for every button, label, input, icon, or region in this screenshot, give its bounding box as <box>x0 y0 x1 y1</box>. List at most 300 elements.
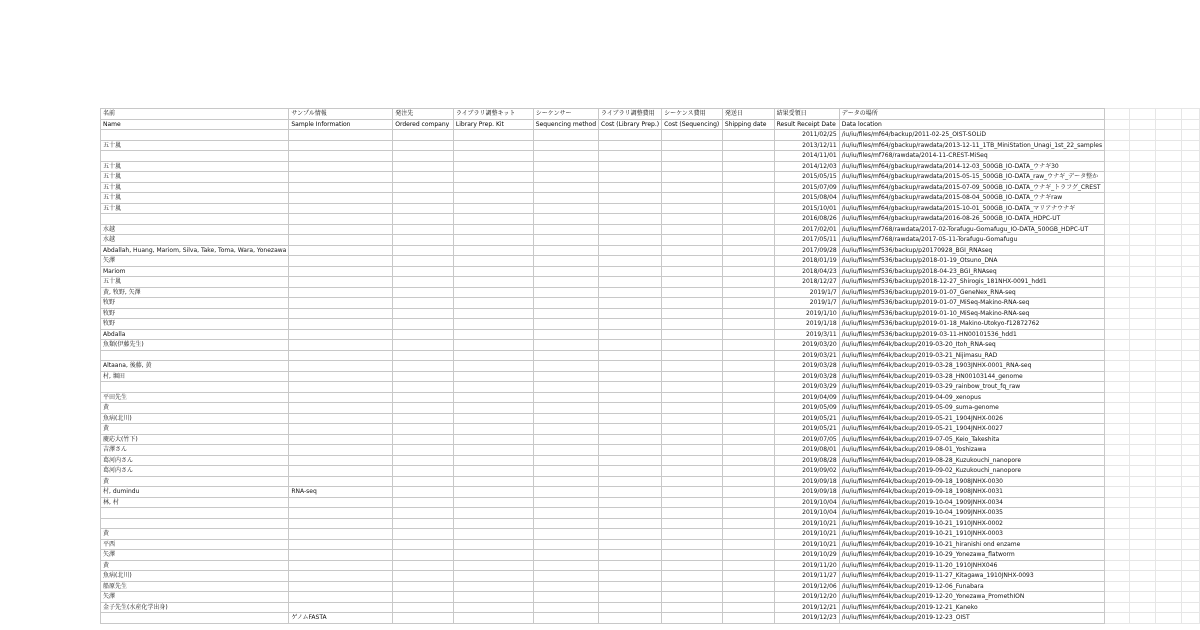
empty-cell[interactable] <box>1130 476 1155 487</box>
empty-cell[interactable] <box>533 235 598 246</box>
name-cell[interactable]: 五十嵐 <box>101 161 289 172</box>
empty-cell[interactable] <box>1130 224 1155 235</box>
empty-cell[interactable] <box>1181 193 1199 204</box>
header-cell[interactable]: ライブラリ調整キット <box>453 109 533 120</box>
empty-cell[interactable] <box>722 214 774 225</box>
data-location-cell[interactable]: /iu/iu/files/mf64k/backup/2019-10-29_Yonezawa_flatworm <box>839 550 1104 561</box>
empty-cell[interactable] <box>1155 592 1181 603</box>
empty-cell[interactable] <box>453 382 533 393</box>
empty-cell[interactable] <box>722 434 774 445</box>
sample-info-cell[interactable] <box>289 392 393 403</box>
empty-cell[interactable] <box>662 539 723 550</box>
empty-cell[interactable] <box>722 371 774 382</box>
empty-cell[interactable] <box>393 308 454 319</box>
empty-cell[interactable] <box>662 487 723 498</box>
empty-cell[interactable] <box>533 193 598 204</box>
empty-cell[interactable] <box>1155 581 1181 592</box>
empty-cell[interactable] <box>722 602 774 613</box>
sample-info-cell[interactable] <box>289 592 393 603</box>
empty-cell[interactable] <box>393 497 454 508</box>
data-location-cell[interactable]: /iu/iu/files/mf64k/backup/2019-10-04_1909JNHX-0034 <box>839 497 1104 508</box>
empty-cell[interactable] <box>533 539 598 550</box>
receipt-date-cell[interactable]: 2019/05/21 <box>774 413 839 424</box>
empty-cell[interactable] <box>1155 560 1181 571</box>
empty-cell[interactable] <box>1181 214 1199 225</box>
receipt-date-cell[interactable]: 2019/10/04 <box>774 508 839 519</box>
empty-cell[interactable] <box>453 298 533 309</box>
empty-cell[interactable] <box>393 613 454 624</box>
empty-cell[interactable] <box>1155 476 1181 487</box>
empty-cell[interactable] <box>1181 560 1199 571</box>
empty-cell[interactable] <box>1105 161 1130 172</box>
empty-cell[interactable] <box>599 245 662 256</box>
empty-cell[interactable] <box>1105 256 1130 267</box>
empty-cell[interactable] <box>453 287 533 298</box>
empty-cell[interactable] <box>599 487 662 498</box>
empty-cell[interactable] <box>662 298 723 309</box>
empty-cell[interactable] <box>662 287 723 298</box>
empty-cell[interactable] <box>662 550 723 561</box>
sample-info-cell[interactable]: RNA-seq <box>289 487 393 498</box>
empty-cell[interactable] <box>1130 298 1155 309</box>
empty-cell[interactable] <box>662 256 723 267</box>
receipt-date-cell[interactable]: 2019/1/7 <box>774 287 839 298</box>
empty-cell[interactable] <box>1105 518 1130 529</box>
data-location-cell[interactable]: /iu/iu/files/mf64k/backup/2019-09-18_1908JNHX-0031 <box>839 487 1104 498</box>
empty-cell[interactable] <box>1105 581 1130 592</box>
empty-cell[interactable] <box>1181 581 1199 592</box>
empty-cell[interactable] <box>722 518 774 529</box>
empty-cell[interactable] <box>453 455 533 466</box>
empty-cell[interactable] <box>599 476 662 487</box>
receipt-date-cell[interactable]: 2019/3/11 <box>774 329 839 340</box>
name-cell[interactable]: 平田先生 <box>101 392 289 403</box>
receipt-date-cell[interactable]: 2019/03/29 <box>774 382 839 393</box>
empty-cell[interactable] <box>1181 340 1199 351</box>
sample-info-cell[interactable] <box>289 224 393 235</box>
empty-cell[interactable] <box>1181 455 1199 466</box>
name-cell[interactable] <box>101 613 289 624</box>
empty-cell[interactable] <box>1181 319 1199 330</box>
empty-cell[interactable] <box>453 203 533 214</box>
data-location-cell[interactable]: /iu/iu/files/mf536/backup/p2019-01-07_MiSeq-Makino-RNA-seq <box>839 298 1104 309</box>
empty-cell[interactable] <box>1130 413 1155 424</box>
header-cell[interactable]: 発注先 <box>393 109 454 120</box>
receipt-date-cell[interactable]: 2019/10/21 <box>774 518 839 529</box>
empty-cell[interactable] <box>722 329 774 340</box>
empty-cell[interactable] <box>453 172 533 183</box>
empty-cell[interactable] <box>393 560 454 571</box>
data-location-cell[interactable]: /iu/iu/files/mf64k/backup/2019-03-21_Nijimasu_RAD <box>839 350 1104 361</box>
empty-cell[interactable] <box>1130 340 1155 351</box>
data-location-cell[interactable]: /iu/iu/files/mf64k/backup/2019-10-21_1910JNHX-0002 <box>839 518 1104 529</box>
empty-cell[interactable] <box>533 340 598 351</box>
empty-cell[interactable] <box>662 445 723 456</box>
empty-cell[interactable] <box>533 550 598 561</box>
empty-cell[interactable] <box>453 560 533 571</box>
empty-cell[interactable] <box>533 518 598 529</box>
empty-cell[interactable] <box>662 581 723 592</box>
empty-cell[interactable] <box>1105 277 1130 288</box>
empty-cell[interactable] <box>722 592 774 603</box>
empty-cell[interactable] <box>533 161 598 172</box>
sample-info-cell[interactable] <box>289 382 393 393</box>
empty-cell[interactable] <box>1130 245 1155 256</box>
data-location-cell[interactable]: /iu/iu/files/mf536/backup/p2018-04-23_BGI_RNAseq <box>839 266 1104 277</box>
empty-cell[interactable] <box>662 434 723 445</box>
empty-cell[interactable] <box>599 602 662 613</box>
empty-cell[interactable] <box>1155 382 1181 393</box>
empty-cell[interactable] <box>1181 476 1199 487</box>
empty-cell[interactable] <box>453 151 533 162</box>
empty-cell[interactable] <box>1181 308 1199 319</box>
empty-cell[interactable] <box>1105 466 1130 477</box>
empty-cell[interactable] <box>662 193 723 204</box>
empty-cell[interactable] <box>1181 539 1199 550</box>
empty-cell[interactable] <box>393 235 454 246</box>
data-location-cell[interactable]: /iu/iu/files/mf64/gbackup/rawdata/2015-07-09_500GB_IO-DATA_ウナギ_トラフグ_CREST <box>839 182 1104 193</box>
empty-cell[interactable] <box>393 340 454 351</box>
empty-cell[interactable] <box>1155 413 1181 424</box>
empty-cell[interactable] <box>453 518 533 529</box>
empty-cell[interactable] <box>722 161 774 172</box>
empty-cell[interactable] <box>1130 371 1155 382</box>
empty-cell[interactable] <box>1130 235 1155 246</box>
empty-cell[interactable] <box>1181 434 1199 445</box>
empty-cell[interactable] <box>1155 529 1181 540</box>
empty-cell[interactable] <box>599 371 662 382</box>
empty-cell[interactable] <box>722 424 774 435</box>
empty-cell[interactable] <box>1155 403 1181 414</box>
empty-cell[interactable] <box>1155 571 1181 582</box>
empty-cell[interactable] <box>393 413 454 424</box>
empty-cell[interactable] <box>662 340 723 351</box>
receipt-date-cell[interactable]: 2015/05/15 <box>774 172 839 183</box>
sample-info-cell[interactable] <box>289 235 393 246</box>
name-cell[interactable] <box>101 151 289 162</box>
receipt-date-cell[interactable]: 2018/01/19 <box>774 256 839 267</box>
sample-info-cell[interactable] <box>289 256 393 267</box>
empty-cell[interactable] <box>1181 361 1199 372</box>
sample-info-cell[interactable] <box>289 361 393 372</box>
empty-cell[interactable] <box>1105 371 1130 382</box>
empty-cell[interactable] <box>533 466 598 477</box>
data-location-cell[interactable]: /iu/iu/files/mf64k/backup/2019-12-21_Kaneko <box>839 602 1104 613</box>
empty-cell[interactable] <box>722 172 774 183</box>
empty-cell[interactable] <box>453 476 533 487</box>
receipt-date-cell[interactable]: 2019/09/18 <box>774 487 839 498</box>
empty-cell[interactable] <box>599 613 662 624</box>
empty-cell[interactable] <box>722 539 774 550</box>
empty-cell[interactable] <box>1105 308 1130 319</box>
empty-cell[interactable] <box>662 592 723 603</box>
empty-cell[interactable] <box>599 214 662 225</box>
empty-cell[interactable] <box>393 424 454 435</box>
receipt-date-cell[interactable]: 2019/12/20 <box>774 592 839 603</box>
empty-cell[interactable] <box>453 277 533 288</box>
name-cell[interactable]: Altaana, 後藤, 黄 <box>101 361 289 372</box>
receipt-date-cell[interactable]: 2019/10/04 <box>774 497 839 508</box>
data-location-cell[interactable]: /iu/iu/files/mf64k/backup/2019-05-21_1904JNHX-0027 <box>839 424 1104 435</box>
empty-cell[interactable] <box>1155 203 1181 214</box>
empty-cell[interactable] <box>533 371 598 382</box>
empty-cell[interactable] <box>1181 235 1199 246</box>
empty-cell[interactable] <box>599 182 662 193</box>
empty-cell[interactable] <box>599 445 662 456</box>
empty-cell[interactable] <box>599 550 662 561</box>
name-cell[interactable]: 魚病(北川) <box>101 413 289 424</box>
empty-cell[interactable] <box>1130 203 1155 214</box>
empty-cell[interactable] <box>393 539 454 550</box>
empty-cell[interactable] <box>453 550 533 561</box>
empty-cell[interactable] <box>453 508 533 519</box>
empty-cell[interactable] <box>662 602 723 613</box>
empty-cell[interactable] <box>393 256 454 267</box>
empty-cell[interactable] <box>533 455 598 466</box>
empty-cell[interactable] <box>1130 109 1155 120</box>
empty-cell[interactable] <box>1105 266 1130 277</box>
empty-cell[interactable] <box>599 224 662 235</box>
empty-cell[interactable] <box>1181 518 1199 529</box>
empty-cell[interactable] <box>393 550 454 561</box>
empty-cell[interactable] <box>599 413 662 424</box>
empty-cell[interactable] <box>1181 224 1199 235</box>
sample-info-cell[interactable] <box>289 151 393 162</box>
empty-cell[interactable] <box>722 445 774 456</box>
empty-cell[interactable] <box>533 361 598 372</box>
sample-info-cell[interactable] <box>289 266 393 277</box>
empty-cell[interactable] <box>1181 413 1199 424</box>
empty-cell[interactable] <box>393 214 454 225</box>
sample-info-cell[interactable] <box>289 539 393 550</box>
empty-cell[interactable] <box>662 172 723 183</box>
header-cell[interactable]: Sequencing method <box>533 119 598 130</box>
empty-cell[interactable] <box>533 508 598 519</box>
empty-cell[interactable] <box>662 308 723 319</box>
empty-cell[interactable] <box>453 371 533 382</box>
empty-cell[interactable] <box>599 287 662 298</box>
sample-info-cell[interactable] <box>289 329 393 340</box>
name-cell[interactable] <box>101 508 289 519</box>
empty-cell[interactable] <box>533 382 598 393</box>
empty-cell[interactable] <box>599 581 662 592</box>
empty-cell[interactable] <box>722 224 774 235</box>
receipt-date-cell[interactable]: 2015/08/04 <box>774 193 839 204</box>
header-cell[interactable]: Name <box>101 119 289 130</box>
empty-cell[interactable] <box>1130 350 1155 361</box>
empty-cell[interactable] <box>1130 172 1155 183</box>
empty-cell[interactable] <box>453 529 533 540</box>
sample-info-cell[interactable] <box>289 445 393 456</box>
empty-cell[interactable] <box>722 151 774 162</box>
empty-cell[interactable] <box>393 161 454 172</box>
empty-cell[interactable] <box>599 403 662 414</box>
empty-cell[interactable] <box>533 277 598 288</box>
name-cell[interactable]: 魚病(北川) <box>101 571 289 582</box>
receipt-date-cell[interactable]: 2018/04/23 <box>774 266 839 277</box>
receipt-date-cell[interactable]: 2019/05/21 <box>774 424 839 435</box>
data-location-cell[interactable]: /iu/iu/files/mf64k/backup/2019-12-06_Funabara <box>839 581 1104 592</box>
receipt-date-cell[interactable]: 2019/09/18 <box>774 476 839 487</box>
empty-cell[interactable] <box>599 130 662 141</box>
empty-cell[interactable] <box>533 329 598 340</box>
empty-cell[interactable] <box>1130 130 1155 141</box>
sample-info-cell[interactable]: ゲノムFASTA <box>289 613 393 624</box>
receipt-date-cell[interactable]: 2019/03/21 <box>774 350 839 361</box>
empty-cell[interactable] <box>1105 613 1130 624</box>
empty-cell[interactable] <box>453 361 533 372</box>
receipt-date-cell[interactable]: 2019/03/28 <box>774 361 839 372</box>
empty-cell[interactable] <box>1181 487 1199 498</box>
empty-cell[interactable] <box>599 497 662 508</box>
empty-cell[interactable] <box>1181 140 1199 151</box>
empty-cell[interactable] <box>722 308 774 319</box>
data-location-cell[interactable]: /iu/iu/files/mf64k/backup/2019-05-09_suma-genome <box>839 403 1104 414</box>
empty-cell[interactable] <box>1181 371 1199 382</box>
empty-cell[interactable] <box>393 455 454 466</box>
empty-cell[interactable] <box>1105 550 1130 561</box>
empty-cell[interactable] <box>662 329 723 340</box>
receipt-date-cell[interactable]: 2015/07/09 <box>774 182 839 193</box>
empty-cell[interactable] <box>393 445 454 456</box>
empty-cell[interactable] <box>453 266 533 277</box>
sample-info-cell[interactable] <box>289 245 393 256</box>
sample-info-cell[interactable] <box>289 214 393 225</box>
empty-cell[interactable] <box>1155 424 1181 435</box>
empty-cell[interactable] <box>1105 235 1130 246</box>
empty-cell[interactable] <box>1130 613 1155 624</box>
empty-cell[interactable] <box>393 434 454 445</box>
empty-cell[interactable] <box>1130 424 1155 435</box>
name-cell[interactable]: 村, 堀田 <box>101 371 289 382</box>
sample-info-cell[interactable] <box>289 172 393 183</box>
empty-cell[interactable] <box>533 403 598 414</box>
empty-cell[interactable] <box>1181 277 1199 288</box>
empty-cell[interactable] <box>1130 529 1155 540</box>
empty-cell[interactable] <box>1105 392 1130 403</box>
name-cell[interactable]: 黄 <box>101 529 289 540</box>
empty-cell[interactable] <box>393 172 454 183</box>
empty-cell[interactable] <box>1130 445 1155 456</box>
data-location-cell[interactable]: /iu/iu/files/mf64k/backup/2019-08-01_Yoshizawa <box>839 445 1104 456</box>
empty-cell[interactable] <box>1181 182 1199 193</box>
receipt-date-cell[interactable]: 2013/12/11 <box>774 140 839 151</box>
empty-cell[interactable] <box>1105 487 1130 498</box>
header-cell[interactable]: データの場所 <box>839 109 1104 120</box>
data-location-cell[interactable]: /iu/iu/files/mf536/backup/p2018-01-19_Otsuno_DNA <box>839 256 1104 267</box>
receipt-date-cell[interactable]: 2019/12/23 <box>774 613 839 624</box>
empty-cell[interactable] <box>599 434 662 445</box>
empty-cell[interactable] <box>722 508 774 519</box>
empty-cell[interactable] <box>1105 445 1130 456</box>
empty-cell[interactable] <box>599 151 662 162</box>
name-cell[interactable]: 五十嵐 <box>101 203 289 214</box>
receipt-date-cell[interactable]: 2019/08/01 <box>774 445 839 456</box>
empty-cell[interactable] <box>393 571 454 582</box>
empty-cell[interactable] <box>1130 434 1155 445</box>
empty-cell[interactable] <box>722 245 774 256</box>
empty-cell[interactable] <box>599 382 662 393</box>
empty-cell[interactable] <box>1105 224 1130 235</box>
empty-cell[interactable] <box>599 424 662 435</box>
header-cell[interactable]: Cost (Sequencing) <box>662 119 723 130</box>
sample-info-cell[interactable] <box>289 466 393 477</box>
data-location-cell[interactable]: /iu/iu/files/mf64/backup/2011-02-25_OIST-SOLiD <box>839 130 1104 141</box>
data-location-cell[interactable]: /iu/iu/files/mf64k/backup/2019-09-18_1908JNHX-0030 <box>839 476 1104 487</box>
receipt-date-cell[interactable]: 2019/04/09 <box>774 392 839 403</box>
name-cell[interactable]: 矢澤 <box>101 256 289 267</box>
empty-cell[interactable] <box>1105 602 1130 613</box>
empty-cell[interactable] <box>599 256 662 267</box>
empty-cell[interactable] <box>453 308 533 319</box>
empty-cell[interactable] <box>393 392 454 403</box>
empty-cell[interactable] <box>453 319 533 330</box>
empty-cell[interactable] <box>453 613 533 624</box>
empty-cell[interactable] <box>1181 151 1199 162</box>
empty-cell[interactable] <box>722 287 774 298</box>
sample-info-cell[interactable] <box>289 602 393 613</box>
empty-cell[interactable] <box>1155 224 1181 235</box>
data-location-cell[interactable]: /iu/iu/files/mf64k/backup/2019-10-21_hiranishi ond enzame <box>839 539 1104 550</box>
empty-cell[interactable] <box>662 266 723 277</box>
empty-cell[interactable] <box>393 466 454 477</box>
header-cell[interactable]: ライブラリ調整費用 <box>599 109 662 120</box>
empty-cell[interactable] <box>453 392 533 403</box>
empty-cell[interactable] <box>393 592 454 603</box>
empty-cell[interactable] <box>1155 392 1181 403</box>
sample-info-cell[interactable] <box>289 434 393 445</box>
sample-info-cell[interactable] <box>289 130 393 141</box>
empty-cell[interactable] <box>662 245 723 256</box>
header-cell[interactable]: 名前 <box>101 109 289 120</box>
empty-cell[interactable] <box>393 602 454 613</box>
receipt-date-cell[interactable]: 2017/02/01 <box>774 224 839 235</box>
data-location-cell[interactable]: /iu/iu/files/mf768/rawdata/2014-11-CREST-MiSeq <box>839 151 1104 162</box>
empty-cell[interactable] <box>393 266 454 277</box>
empty-cell[interactable] <box>533 413 598 424</box>
empty-cell[interactable] <box>599 350 662 361</box>
empty-cell[interactable] <box>1181 613 1199 624</box>
name-cell[interactable]: 金子先生(水産化学出身) <box>101 602 289 613</box>
empty-cell[interactable] <box>533 298 598 309</box>
empty-cell[interactable] <box>393 140 454 151</box>
name-cell[interactable]: 慶応大(竹下) <box>101 434 289 445</box>
empty-cell[interactable] <box>1155 119 1181 130</box>
name-cell[interactable]: 黄, 牧野, 矢澤 <box>101 287 289 298</box>
receipt-date-cell[interactable]: 2014/11/01 <box>774 151 839 162</box>
empty-cell[interactable] <box>1155 130 1181 141</box>
header-cell[interactable]: 結果受領日 <box>774 109 839 120</box>
header-cell[interactable]: Ordered company <box>393 119 454 130</box>
empty-cell[interactable] <box>722 476 774 487</box>
empty-cell[interactable] <box>1105 508 1130 519</box>
empty-cell[interactable] <box>1181 287 1199 298</box>
empty-cell[interactable] <box>599 466 662 477</box>
empty-cell[interactable] <box>1130 161 1155 172</box>
empty-cell[interactable] <box>1105 434 1130 445</box>
receipt-date-cell[interactable]: 2019/11/27 <box>774 571 839 582</box>
empty-cell[interactable] <box>453 224 533 235</box>
empty-cell[interactable] <box>1181 403 1199 414</box>
empty-cell[interactable] <box>1155 109 1181 120</box>
empty-cell[interactable] <box>453 539 533 550</box>
empty-cell[interactable] <box>662 319 723 330</box>
sample-info-cell[interactable] <box>289 308 393 319</box>
empty-cell[interactable] <box>533 287 598 298</box>
empty-cell[interactable] <box>533 130 598 141</box>
receipt-date-cell[interactable]: 2019/12/06 <box>774 581 839 592</box>
empty-cell[interactable] <box>599 592 662 603</box>
